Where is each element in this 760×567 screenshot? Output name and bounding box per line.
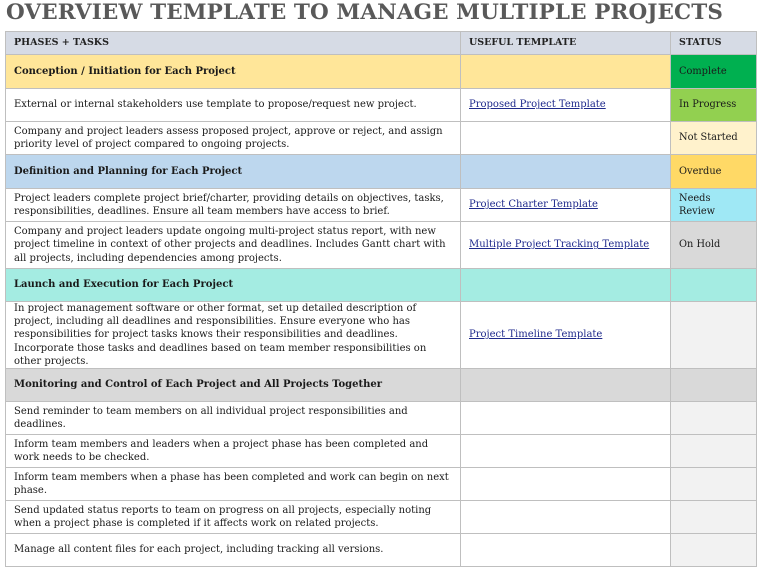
header-row — [6, 32, 757, 55]
template-cell — [461, 189, 671, 222]
status-cell[interactable] — [671, 302, 757, 369]
phase-title: Conception / Initiation for Each Project — [6, 55, 461, 89]
status-cell[interactable] — [671, 468, 757, 501]
task-description: In project management software or other format, set up detailed description of project, including all deadlines and responsibilities. Ensure everyone who has responsibilities for project tasks knows their responsibilities and deadlines. Incorporate those tasks and deadlines based on team member responsibilities on other projects. — [6, 302, 461, 369]
status-cell[interactable]: Overdue — [671, 155, 757, 189]
template-link[interactable]: Multiple Project Tracking Template — [469, 239, 650, 251]
status-cell[interactable] — [671, 534, 757, 567]
template-cell — [461, 122, 671, 155]
task-row — [6, 501, 757, 534]
status-cell[interactable] — [671, 501, 757, 534]
task-description: Inform team members when a phase has been completed and work can begin on next phase. — [6, 468, 461, 501]
task-description: Company and project leaders assess proposed project, approve or reject, and assign priority level of project compared to ongoing projects. — [6, 122, 461, 155]
header-tasks: PHASES + TASKS — [6, 32, 461, 55]
task-row — [6, 222, 757, 269]
task-row — [6, 435, 757, 468]
phase-row — [6, 269, 757, 302]
task-row — [6, 122, 757, 155]
template-cell — [461, 369, 671, 402]
task-description: Send updated status reports to team on progress on all projects, especially noting when a project phase is completed if it affects work on related projects. — [6, 501, 461, 534]
template-cell — [461, 302, 671, 369]
status-cell[interactable]: Needs Review — [671, 189, 757, 222]
template-cell — [461, 468, 671, 501]
task-row — [6, 302, 757, 369]
task-description: External or internal stakeholders use template to propose/request new project. — [6, 89, 461, 122]
status-cell[interactable]: In Progress — [671, 89, 757, 122]
task-row — [6, 189, 757, 222]
phase-row — [6, 369, 757, 402]
task-description: Manage all content files for each project, including tracking all versions. — [6, 534, 461, 567]
status-cell[interactable] — [671, 369, 757, 402]
status-cell[interactable]: Not Started — [671, 122, 757, 155]
phase-row — [6, 55, 757, 89]
template-cell — [461, 501, 671, 534]
phase-title: Launch and Execution for Each Project — [6, 269, 461, 302]
header-template: USEFUL TEMPLATE — [461, 32, 671, 55]
template-cell — [461, 402, 671, 435]
status-cell[interactable]: On Hold — [671, 222, 757, 269]
task-row — [6, 402, 757, 435]
phase-title: Definition and Planning for Each Project — [6, 155, 461, 189]
template-cell — [461, 269, 671, 302]
phase-title: Monitoring and Control of Each Project and All Projects Together — [6, 369, 461, 402]
task-row — [6, 534, 757, 567]
template-link[interactable]: Project Timeline Template — [469, 329, 603, 341]
status-cell[interactable] — [671, 269, 757, 302]
task-description: Company and project leaders update ongoing multi-project status report, with new project timeline in context of other projects and deadlines. Includes Gantt chart with all projects, including dependencies among projects. — [6, 222, 461, 269]
page-title: OVERVIEW TEMPLATE TO MANAGE MULTIPLE PROJECTS — [6, 0, 723, 25]
header-status: STATUS — [671, 32, 757, 55]
table-body — [6, 55, 757, 567]
status-cell[interactable] — [671, 435, 757, 468]
template-link[interactable]: Proposed Project Template — [469, 99, 606, 111]
task-row — [6, 468, 757, 501]
task-row — [6, 89, 757, 122]
phase-row — [6, 155, 757, 189]
task-description: Send reminder to team members on all individual project responsibilities and deadlines. — [6, 402, 461, 435]
status-cell[interactable] — [671, 402, 757, 435]
template-cell — [461, 55, 671, 89]
template-cell — [461, 155, 671, 189]
status-cell[interactable]: Complete — [671, 55, 757, 89]
template-link[interactable]: Project Charter Template — [469, 199, 598, 211]
template-cell — [461, 435, 671, 468]
template-cell — [461, 222, 671, 269]
task-description: Inform team members and leaders when a project phase has been completed and work needs to be checked. — [6, 435, 461, 468]
template-cell — [461, 534, 671, 567]
task-description: Project leaders complete project brief/charter, providing details on objectives, tasks, responsibilities, deadlines. Ensure all team members have access to brief. — [6, 189, 461, 222]
template-cell — [461, 89, 671, 122]
projects-table — [5, 31, 757, 567]
